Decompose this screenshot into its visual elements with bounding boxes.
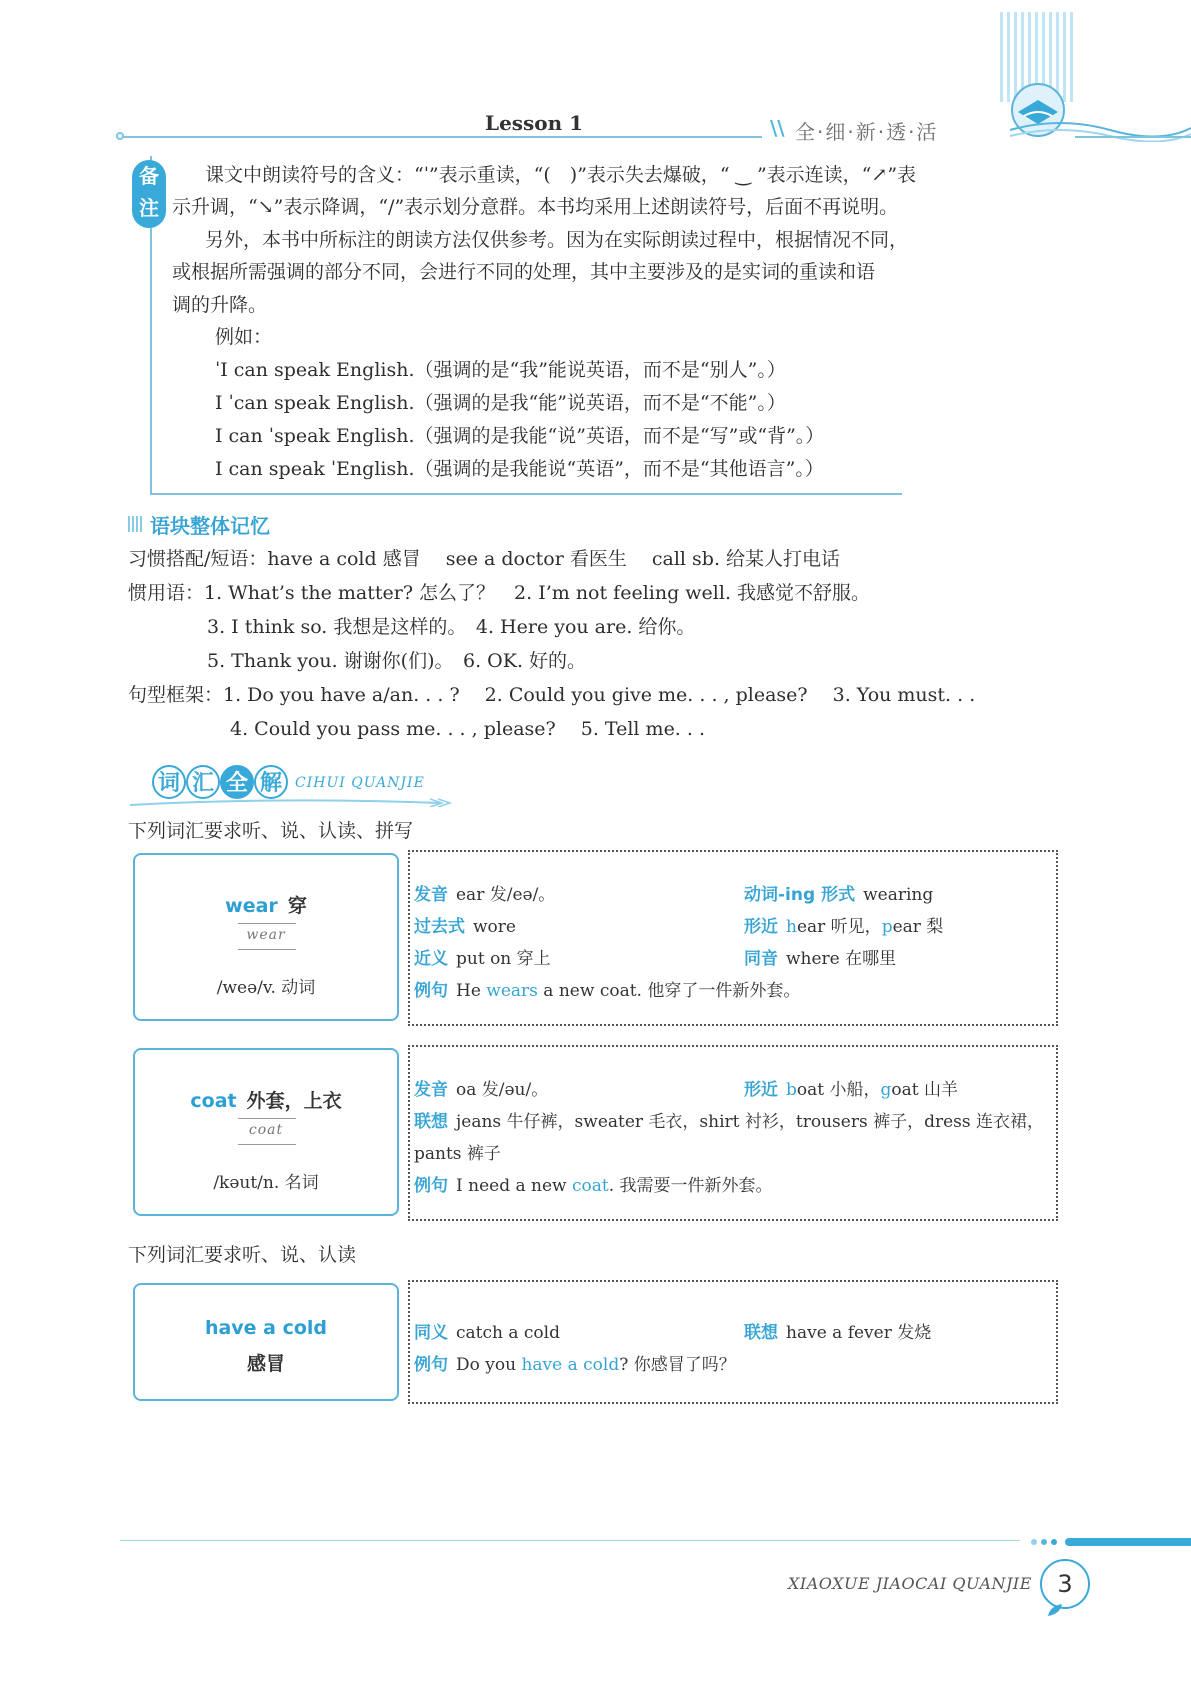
detail-homophone (744, 944, 896, 969)
example-text: a new coat. 他穿了一件新外套。 (537, 981, 801, 1001)
detail-similar (744, 912, 943, 937)
synonym-value: put on 穿上 (456, 949, 551, 969)
detail-pron (414, 1075, 548, 1100)
label-association: 联想 (414, 1112, 448, 1132)
word-card-wear (133, 853, 399, 1021)
footer-series-title: XIAOXUE JIAOCAI QUANJIE (788, 1574, 1032, 1593)
note-badge (132, 160, 166, 228)
banner-char: 汇 (186, 765, 220, 799)
leaf-icon (1046, 1602, 1066, 1618)
card-rule (238, 923, 296, 924)
word-detail-coat (408, 1045, 1058, 1221)
note-line: 另外，本书中所标注的朗读方法仅供参考。因为在实际朗读过程中，根据情况不同， (205, 229, 909, 251)
banner-char: 解 (254, 765, 288, 799)
pron-value: ear 发/eə/。 (456, 885, 556, 905)
card-phonetic: /kəut/n. 名词 (213, 1173, 319, 1193)
detail-example (414, 976, 800, 1001)
detail-example (414, 1171, 773, 1196)
header-rule-dot (116, 132, 124, 140)
label-example: 例句 (414, 981, 448, 1001)
pattern-line: 4. Could you pass me. . . , please? 5. Tell me. . . (230, 718, 706, 740)
idiom-line: 3. I think so. 我想是这样的。 4. Here you are. 给你。 (207, 616, 696, 638)
similar-hl: b (786, 1080, 797, 1100)
label-synonym: 同义 (414, 1323, 448, 1343)
card-handwriting: coat (248, 1122, 284, 1138)
card-word-cn: 穿 (287, 895, 307, 917)
banner-char: 词 (152, 765, 186, 799)
header-rule-right (1075, 136, 1191, 138)
banner-swoosh (130, 797, 460, 807)
label-pron: 发音 (414, 1080, 448, 1100)
example-text: Do you (456, 1355, 522, 1375)
note-line: 调的升降。 (172, 294, 268, 316)
ing-value: wearing (863, 885, 934, 905)
label-pron: 发音 (414, 885, 448, 905)
note-badge-char: 备 (139, 164, 159, 188)
detail-past (414, 912, 516, 937)
note-badge-char: 注 (139, 196, 159, 220)
example-text: I need a new (456, 1176, 572, 1196)
pattern-line: 句型框架：1. Do you have a/an. . . ? 2. Could you give me. . . , please? 3. You must. . . (128, 684, 976, 706)
slogan-marker-icon: \\ (770, 116, 785, 140)
note-example: ˈI can speak English.（强调的是“我”能说英语，而不是“别人”。） (215, 359, 786, 381)
past-value: wore (473, 917, 516, 937)
detail-ing (744, 880, 933, 905)
label-association: 联想 (744, 1323, 778, 1343)
card-word-cn: 外套，上衣 (246, 1090, 342, 1112)
card-headword (135, 891, 397, 918)
vocab-requirement-title: 下列词汇要求听、说、认读、拼写 (128, 820, 414, 842)
idiom-line: 惯用语：1. What’s the matter? 怎么了？ 2. I’m not feeling well. 我感觉不舒服。 (128, 582, 871, 604)
card-rule (238, 949, 296, 950)
label-ing: 动词-ing 形式 (744, 885, 856, 905)
card-headword: have a cold (204, 1317, 328, 1339)
footer-dots (1030, 1538, 1062, 1546)
detail-association-cont: pants 裤子 (414, 1144, 501, 1164)
note-example: I can speak ˈEnglish.（强调的是我能说“英语”，而不是“其他语言”。） (215, 458, 824, 480)
note-line: 或根据所需强调的部分不同，会进行不同的处理，其中主要涉及的是实词的重读和语 (172, 261, 876, 283)
example-highlight: have a cold (521, 1355, 620, 1375)
section-marker-icon (128, 516, 144, 532)
label-example: 例句 (414, 1355, 448, 1375)
banner-char: 全 (220, 765, 254, 799)
header-slogan: 全·细·新·透·活 (795, 120, 939, 144)
similar-hl: p (881, 917, 893, 937)
word-detail-wear (408, 850, 1058, 1026)
pron-value: oa 发/əu/。 (456, 1080, 549, 1100)
association-value: have a fever 发烧 (786, 1323, 932, 1343)
similar-value: oat 山羊 (891, 1080, 958, 1100)
example-text: He (456, 981, 487, 1001)
similar-value: oat 小船， (796, 1080, 881, 1100)
card-phonetic: /weə/v. 动词 (216, 978, 316, 998)
chunk-section-title: 语块整体记忆 (150, 514, 270, 538)
word-card-coat (133, 1048, 399, 1216)
footer-rule (120, 1540, 1020, 1541)
footer-bar (1065, 1538, 1191, 1546)
lesson-title: Lesson 1 (485, 111, 584, 135)
card-handwriting: wear (246, 927, 286, 943)
similar-value: ear 听见， (796, 917, 882, 937)
detail-association (414, 1107, 1044, 1132)
card-word-en: wear (225, 895, 278, 917)
detail-similar (744, 1075, 958, 1100)
card-word-en: coat (190, 1090, 237, 1112)
example-text: ? 你感冒了吗？ (619, 1355, 736, 1375)
note-line: 课文中朗读符号的含义：“ˈ”表示重读，“( )”表示失去爆破，“ ‿ ”表示连读，“↗”表 (205, 164, 917, 186)
similar-hl: g (880, 1080, 892, 1100)
card-rule (238, 1144, 296, 1145)
card-word-cn: 感冒 (246, 1353, 285, 1375)
label-similar: 形近 (744, 917, 778, 937)
detail-pron (414, 880, 555, 905)
note-line: 例如： (215, 326, 273, 348)
detail-synonym (414, 944, 551, 969)
homophone-value: where 在哪里 (786, 949, 897, 969)
example-highlight: coat (571, 1176, 609, 1196)
label-similar: 形近 (744, 1080, 778, 1100)
card-headword (135, 1086, 397, 1113)
page-number: 3 (1040, 1559, 1090, 1609)
note-example: I ˈcan speak English.（强调的是我“能”说英语，而不是“不能”。） (215, 392, 786, 414)
synonym-value: catch a cold (456, 1323, 560, 1343)
header-decoration (1000, 12, 1191, 142)
detail-synonym (414, 1318, 560, 1343)
detail-association (744, 1318, 931, 1343)
idiom-line: 5. Thank you. 谢谢你(们)。 6. OK. 好的。 (207, 650, 587, 672)
label-past: 过去式 (414, 917, 465, 937)
phrase-line: 习惯搭配/短语：have a cold 感冒 see a doctor 看医生 call sb. 给某人打电话 (128, 548, 841, 570)
label-synonym: 近义 (414, 949, 448, 969)
example-text: . 我需要一件新外套。 (608, 1176, 773, 1196)
header-rule (122, 136, 762, 138)
detail-example (414, 1350, 736, 1375)
word-card-have-a-cold (133, 1283, 399, 1401)
note-line: 示升调，“↘”表示降调，“/”表示划分意群。本书均采用上述朗读符号，后面不再说明。 (172, 196, 899, 218)
association-value: jeans 牛仔裤，sweater 毛衣，shirt 衬衫，trousers 裤子，dress 连衣裙， (456, 1112, 1045, 1132)
example-highlight: wears (486, 981, 538, 1001)
word-detail-have-a-cold (408, 1280, 1058, 1404)
vocab-requirement-title: 下列词汇要求听、说、认读 (128, 1244, 357, 1266)
note-example: I can ˈspeak English.（强调的是我能“说”英语，而不是“写”或“背”。） (215, 425, 825, 447)
banner-pinyin: CIHUI QUANJIE (295, 775, 425, 791)
card-rule (238, 1118, 296, 1119)
label-homophone: 同音 (744, 949, 778, 969)
similar-hl: h (786, 917, 797, 937)
note-border-bottom (150, 493, 902, 495)
label-example: 例句 (414, 1176, 448, 1196)
similar-value: ear 梨 (892, 917, 944, 937)
